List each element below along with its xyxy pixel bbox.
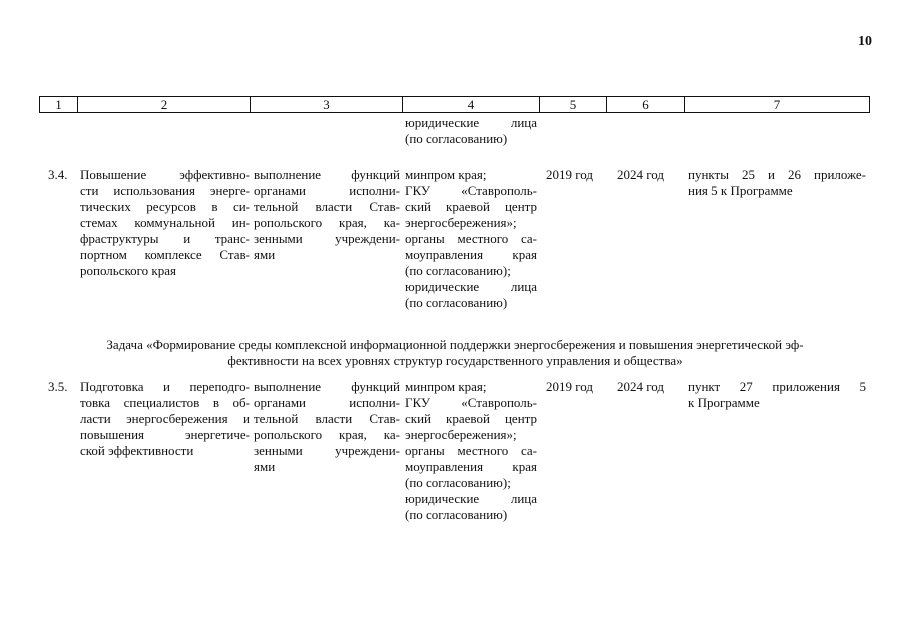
continuation-col4	[405, 115, 537, 147]
text-line: ский краевой центр	[405, 199, 537, 214]
row-3-4-end-year: 2024 год	[617, 167, 664, 182]
row-3-5-number: 3.5.	[48, 379, 68, 394]
text-line: (по согласованию);	[405, 263, 511, 278]
row-3-4-number: 3.4.	[48, 167, 68, 182]
text-line: моуправления края	[405, 247, 537, 262]
text-line: сти использования энерге-	[80, 183, 250, 198]
text-line: к Программе	[688, 395, 760, 410]
text-line: ями	[254, 247, 276, 262]
text-line: ями	[254, 459, 276, 474]
row-3-4-start-year: 2019 год	[546, 167, 593, 182]
row-3-5-link	[688, 379, 866, 411]
text-line: ский краевой центр	[405, 411, 537, 426]
text-line: органами исполни-	[254, 395, 400, 410]
text-line: юридические лица	[405, 115, 537, 130]
text-line: повышения энергетиче-	[80, 427, 250, 442]
text-line: юридические лица	[405, 491, 537, 506]
text-line: минпром края;	[405, 379, 487, 394]
text-line: Задача «Формирование среды комплексной информационной поддержки энергосбережения и повышения энергетической эф-	[106, 337, 804, 352]
text-line: (по согласованию)	[405, 131, 508, 146]
header-col-2: 2	[78, 97, 251, 112]
row-3-4-measure	[80, 167, 250, 279]
text-line: энергосбережения»;	[405, 427, 517, 442]
header-col-7: 7	[773, 97, 781, 112]
text-line: органы местного са-	[405, 443, 537, 458]
header-col-1: 1	[40, 97, 78, 112]
row-3-4-type	[254, 167, 400, 263]
text-line: моуправления края	[405, 459, 537, 474]
page-number: 10	[858, 34, 872, 49]
text-line: выполнение функций	[254, 167, 400, 182]
table-header-row	[39, 96, 870, 113]
header-col-4: 4	[403, 97, 540, 112]
text-line: ропольского края	[80, 263, 176, 278]
text-line: ГКУ «Ставрополь-	[405, 183, 537, 198]
text-line: (по согласованию)	[405, 295, 508, 310]
text-line: тельной власти Став-	[254, 411, 400, 426]
text-line: Повышение эффективно-	[80, 167, 250, 182]
text-line: зенными учреждени-	[254, 443, 400, 458]
text-line: фективности на всех уровнях структур государственного управления и общества»	[227, 353, 683, 368]
text-line: зенными учреждени-	[254, 231, 400, 246]
text-line: ния 5 к Программе	[688, 183, 793, 198]
row-3-5-end-year: 2024 год	[617, 379, 664, 394]
row-3-5-start-year: 2019 год	[546, 379, 593, 394]
row-3-4-executors	[405, 167, 537, 311]
text-line: фраструктуры и транс-	[80, 231, 250, 246]
row-3-5-executors	[405, 379, 537, 523]
text-line: ропольского края, ка-	[254, 427, 400, 442]
text-line: юридические лица	[405, 279, 537, 294]
text-line: (по согласованию)	[405, 507, 508, 522]
text-line: органы местного са-	[405, 231, 537, 246]
text-line: стемах коммунальной ин-	[80, 215, 250, 230]
text-line: портном комплексе Став-	[80, 247, 250, 262]
text-line: пункт 27 приложения 5	[688, 379, 866, 394]
text-line: тельной власти Став-	[254, 199, 400, 214]
header-col-6: 6	[607, 97, 685, 112]
task-heading	[46, 337, 864, 369]
text-line: энергосбережения»;	[405, 215, 517, 230]
header-col-3: 3	[251, 97, 403, 112]
header-col-5: 5	[540, 97, 607, 112]
text-line: (по согласованию);	[405, 475, 511, 490]
text-line: выполнение функций	[254, 379, 400, 394]
text-line: ской эффективности	[80, 443, 194, 458]
text-line: ГКУ «Ставрополь-	[405, 395, 537, 410]
text-line: пункты 25 и 26 приложе-	[688, 167, 866, 182]
text-line: органами исполни-	[254, 183, 400, 198]
text-line: ласти энергосбережения и	[80, 411, 250, 426]
text-line: Подготовка и переподго-	[80, 379, 250, 394]
text-line: тических ресурсов в си-	[80, 199, 250, 214]
text-line: минпром края;	[405, 167, 487, 182]
text-line: товка специалистов в об-	[80, 395, 250, 410]
row-3-4-link	[688, 167, 866, 199]
row-3-5-measure	[80, 379, 250, 459]
row-3-5-type	[254, 379, 400, 475]
text-line: ропольского края, ка-	[254, 215, 400, 230]
